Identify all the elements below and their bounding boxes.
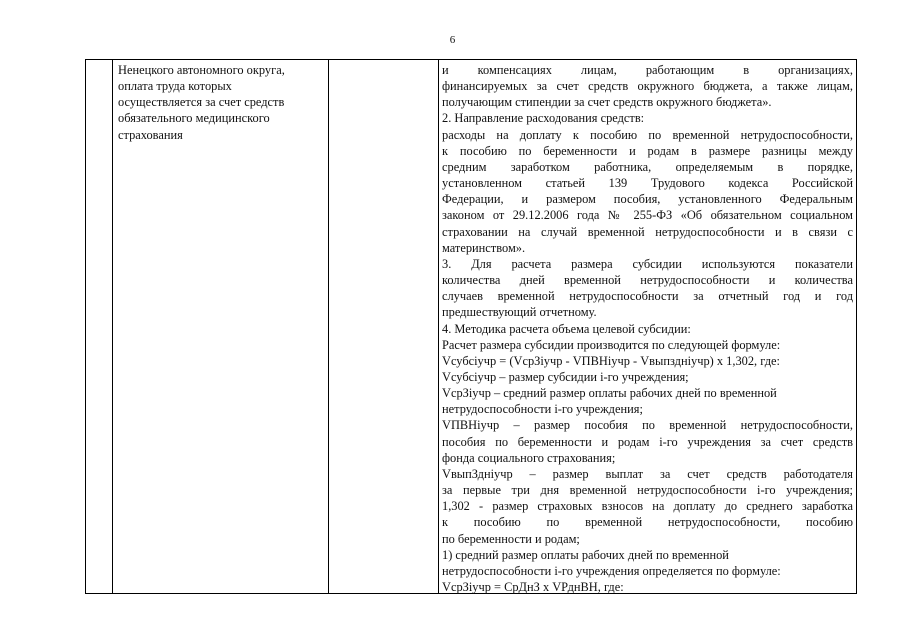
recipient-text-line: оплата труда которых <box>118 79 232 94</box>
methodology-text-line: Расчет размера субсидии производится по следующей формуле: <box>442 337 781 352</box>
methodology-text-line: нетрудоспособности i-го учреждения; <box>442 402 643 417</box>
methodology-text-line: предшествующий отчетному. <box>442 305 597 320</box>
methodology-text-line: VсрЗiучр = СрДнЗ х VРднВН, где: <box>442 580 624 594</box>
methodology-text-line: случаев временной нетрудоспособности за отчетный год и год <box>442 289 853 304</box>
methodology-text-line: расходы на доплату к пособию по временной нетрудоспособности, <box>442 127 853 142</box>
methodology-text-line: пособия по беременности и родам i-го учреждения за счет средств <box>442 434 853 449</box>
methodology-text-line: законом от 29.12.2006 года № 255-ФЗ «Об обязательном социальном <box>442 208 853 223</box>
subsidy-methodology-cell <box>442 62 853 595</box>
methodology-text-line: к пособию по временной нетрудоспособности, пособию <box>442 515 853 530</box>
methodology-text-line: к пособию по беременности и родам в размере разницы между <box>442 143 853 158</box>
methodology-text-line: 2. Направление расходования средств: <box>442 111 645 126</box>
methodology-text-line: материнством». <box>442 240 526 255</box>
methodology-text-line: 1) средний размер оплаты рабочих дней по временной <box>442 547 729 562</box>
methodology-text-line: 1,302 - размер страховых взносов на доплату до среднего заработка <box>442 499 853 514</box>
methodology-text-line: Vсубсiучр = (VсрЗiучр - VПВНiучр - Vвыпздніучр) х 1,302, где: <box>442 353 780 368</box>
methodology-text-line: установленном статьей 139 Трудового кодекса Российской <box>442 176 853 191</box>
methodology-text-line: получающим стипендии за счет средств окружного бюджета». <box>442 95 772 110</box>
methodology-text-line: VсрЗiучр – средний размер оплаты рабочих дней по временной <box>442 386 777 401</box>
methodology-text-line: 3. Для расчета размера субсидии используются показатели <box>442 256 853 271</box>
methodology-text-line: фонда социального страхования; <box>442 450 616 465</box>
methodology-text-line: страховании на случай временной нетрудоспособности и в связи с <box>442 224 853 239</box>
recipient-description-cell <box>118 62 323 143</box>
column-divider-1 <box>112 60 113 593</box>
methodology-text-line: количества дней временной нетрудоспособности и количества <box>442 273 853 288</box>
recipient-text-line: страхования <box>118 127 183 142</box>
methodology-text-line: VПВНiучр – размер пособия по временной нетрудоспособности, <box>442 418 853 433</box>
methodology-text-line: финансируемых за счет средств окружного бюджета, а также лицам, <box>442 79 853 94</box>
recipient-text-line: обязательного медицинского <box>118 111 270 126</box>
page-number: 6 <box>449 34 456 46</box>
methodology-text-line: и компенсациях лицам, работающим в организациях, <box>442 63 853 77</box>
recipient-text-line: осуществляется за счет средств <box>118 95 285 110</box>
methodology-text-line: по беременности и родам; <box>442 531 580 546</box>
document-table <box>85 59 857 594</box>
methodology-text-line: за первые три дня временной нетрудоспособности i-го учреждения; <box>442 483 853 498</box>
methodology-text-line: нетрудоспособности i-го учреждения определяется по формуле: <box>442 563 781 578</box>
column-divider-2 <box>328 60 329 593</box>
methodology-text-line: Vсубсiучр – размер субсидии i-го учреждения; <box>442 369 689 384</box>
methodology-text-line: Федерации, и размером пособия, установленного Федеральным <box>442 192 853 207</box>
methodology-text-line: VвыпЗдніучр – размер выплат за счет средств работодателя <box>442 466 853 481</box>
methodology-text-line: средним заработком работника, определяемым в порядке, <box>442 159 853 174</box>
methodology-text-line: 4. Методика расчета объема целевой субсидии: <box>442 321 691 336</box>
recipient-text-line: Ненецкого автономного округа, <box>118 63 285 77</box>
column-divider-3 <box>438 60 439 593</box>
